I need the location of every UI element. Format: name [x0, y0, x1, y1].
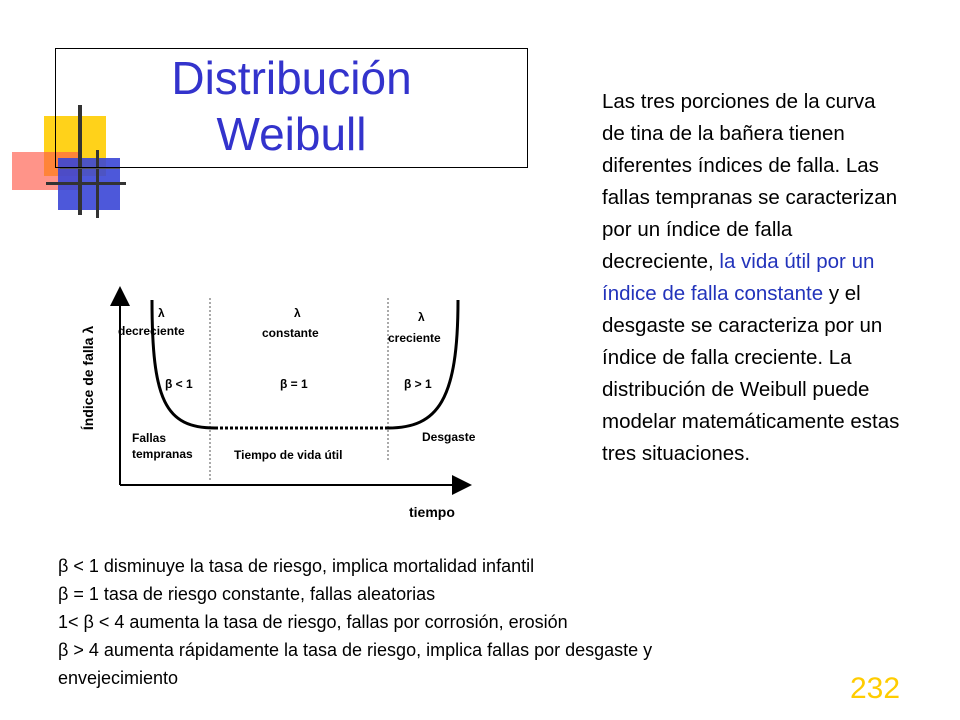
region-label-decreasing: decreciente	[118, 324, 185, 338]
x-axis-label: tiempo	[409, 504, 455, 520]
lambda-symbol: λ	[294, 306, 301, 320]
note-line: β < 1 disminuye la tasa de riesgo, implica mortalidad infantil	[58, 556, 535, 576]
phase-early-failures	[132, 430, 193, 462]
note-line: β = 1 tasa de riesgo constante, fallas aleatorias	[58, 584, 436, 604]
beta-less-than-1: β < 1	[165, 377, 193, 391]
paragraph-part-2: y el desgaste se caracteriza por un índice de falla creciente. La distribución de Weibull puede modelar matemáticamente estas tres situaciones.	[602, 282, 900, 465]
beta-notes	[58, 552, 918, 692]
region-label-constant: constante	[262, 326, 319, 340]
title-line-1: Distribución	[171, 52, 412, 104]
note-line: β > 4 aumenta rápidamente la tasa de riesgo, implica fallas por desgaste y	[58, 640, 653, 660]
beta-equal-1: β = 1	[280, 377, 308, 391]
region-label-increasing: creciente	[388, 331, 441, 345]
paragraph-part-1: Las tres porciones de la curva de tina de la bañera tienen diferentes índices de falla. Las fallas tempranas se caracterizan por un índice de falla decreciente,	[602, 90, 898, 273]
phase-early-line-2: tempranas	[132, 447, 193, 461]
phase-wear-out: Desgaste	[422, 430, 476, 444]
note-line: 1< β < 4 aumenta la tasa de riesgo, fallas por corrosión, erosión	[58, 612, 568, 632]
phase-useful-life: Tiempo de vida útil	[234, 448, 343, 462]
note-line: envejecimiento	[58, 668, 179, 688]
title-line-2: Weibull	[216, 108, 367, 160]
phase-early-line-1: Fallas	[132, 431, 167, 445]
lambda-symbol: λ	[158, 306, 165, 320]
lambda-symbol: λ	[418, 310, 425, 324]
y-axis-label: Índice de falla λ	[80, 325, 96, 431]
beta-greater-than-1: β > 1	[404, 377, 432, 391]
page-number: 232	[850, 672, 901, 705]
paragraph-highlight: la vida útil por un índice de falla constante	[602, 250, 875, 305]
